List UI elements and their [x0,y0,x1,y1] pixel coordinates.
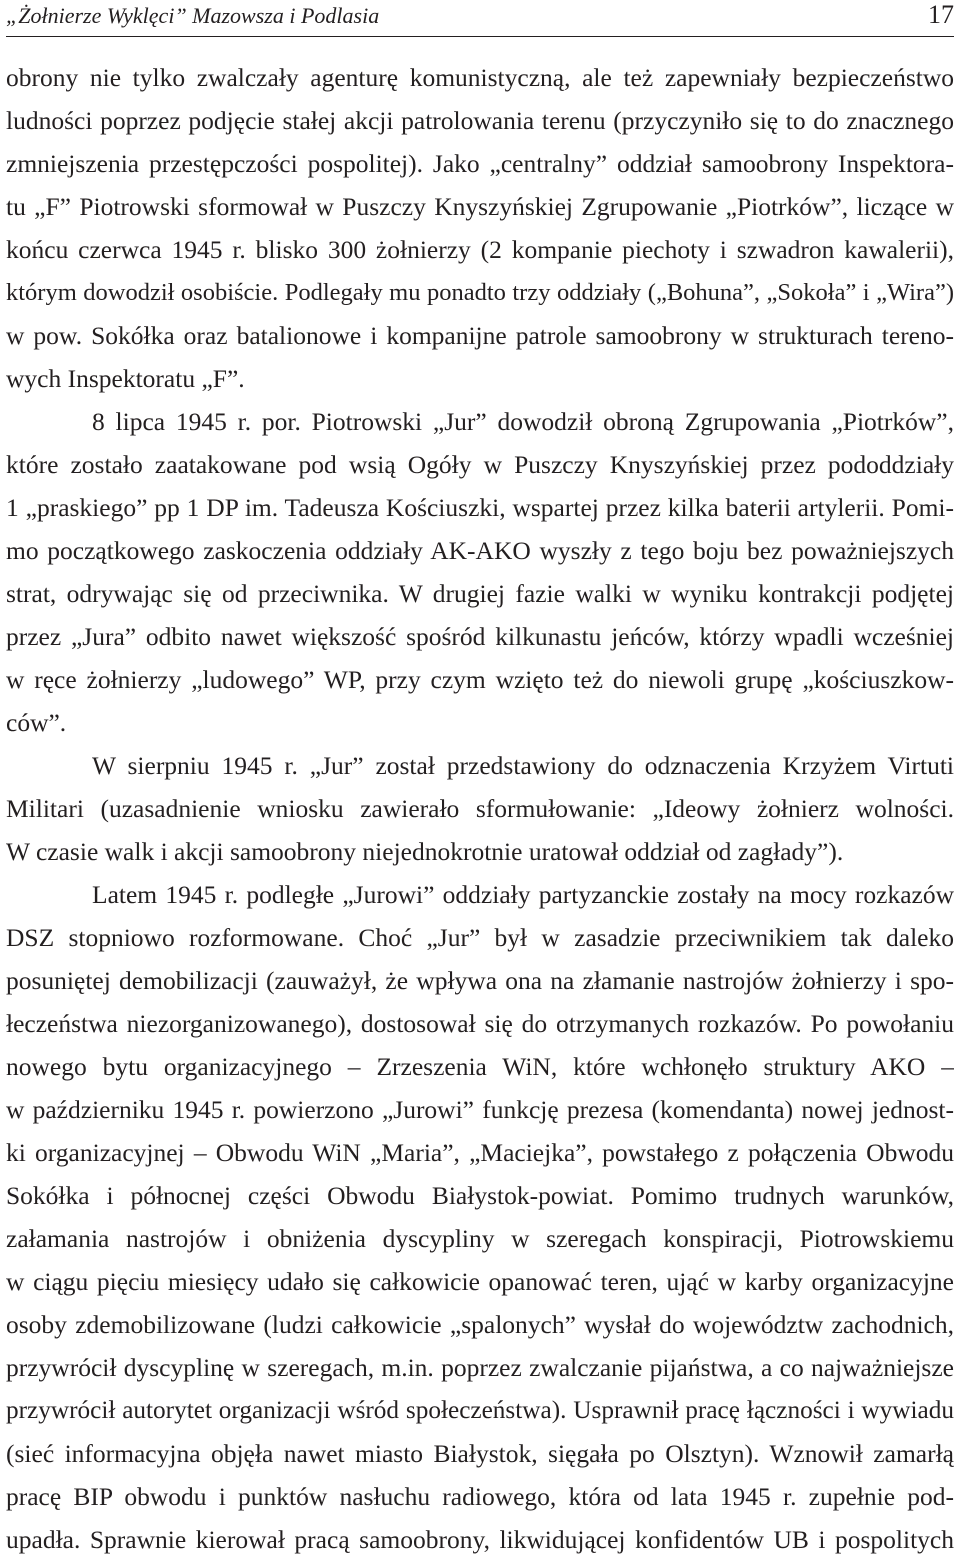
text-line: łeczeństwa niezorganizowanego), dostosował się do otrzymanych rozkazów. Po powołaniu [6,1009,954,1038]
text-line: Sokółka i północnej części Obwodu Białystok-powiat. Pomimo trudnych warunków, [6,1181,954,1210]
text-line: zmniejszenia przestępczości pospolitej). Jako „centralny” oddział samoobrony Inspektora- [6,149,954,178]
text-line: przez „Jura” odbito nawet większość spośród kilkunastu jeńców, którzy wpadli wcześniej [6,622,954,651]
text-line: końcu czerwca 1945 r. blisko 300 żołnierzy (2 kompanie piechoty i szwadron kawalerii), [6,235,954,264]
text-line: upadła. Sprawnie kierował pracą samoobrony, likwidującej konfidentów UB i pospolitych [6,1525,954,1554]
text-line: tu „F” Piotrowski sformował w Puszczy Knyszyńskiej Zgrupowanie „Piotrków”, liczące w [6,192,954,221]
text-line: 8 lipca 1945 r. por. Piotrowski „Jur” dowodził obroną Zgrupowania „Piotrków”, [92,407,954,436]
text-line: w ciągu pięciu miesięcy udało się całkowicie opanować teren, ująć w karby organizacyjne [6,1267,954,1296]
text-line: wych Inspektoratu „F”. [6,364,245,393]
text-line: nowego bytu organizacyjnego – Zrzeszenia WiN, które wchłonęło struktury AKO – [6,1052,954,1081]
text-line: które zostało zaatakowane pod wsią Ogóły w Puszczy Knyszyńskiej przez pododdziały [6,450,954,479]
text-line: w pow. Sokółka oraz batalionowe i kompanijne patrole samoobrony w strukturach tereno- [6,321,954,350]
text-line: Militari (uzasadnienie wniosku zawierało sformułowanie: „Ideowy żołnierz wolności. [6,794,954,823]
text-line: osoby zdemobilizowane (ludzi całkowicie „spalonych” wysłał do województw zachodnich, [6,1310,954,1339]
text-line: ludności poprzez podjęcie stałej akcji patrolowania terenu (przyczyniło się to do znacznego [6,106,954,135]
text-line: Latem 1945 r. podległe „Jurowi” oddziały partyzanckie zostały na mocy rozkazów [92,880,954,909]
text-line: przywrócił autorytet organizacji wśród społeczeństwa). Usprawnił pracę łączności i wywiadu [6,1396,954,1424]
text-line: posuniętej demobilizacji (zauważył, że wpływa ona na złamanie nastrojów żołnierzy i spo- [6,966,954,995]
text-line: (sieć informacyjna objęła nawet miasto Białystok, sięgała po Olsztyn). Wznowił zamarłą [6,1439,954,1468]
text-line: w ręce żołnierzy „ludowego” WP, przy czym wzięto też do niewoli grupę „kościuszkow- [6,665,954,694]
text-line: W sierpniu 1945 r. „Jur” został przedstawiony do odznaczenia Krzyżem Virtuti [92,751,954,780]
text-line: którym dowodził osobiście. Podlegały mu ponadto trzy oddziały („Bohuna”, „Sokoła” i „Wira”) [6,279,954,306]
body-text [6,56,954,1561]
text-line: pracę BIP obwodu i punktów nasłuchu radiowego, która od lata 1945 r. zupełnie pod- [6,1482,954,1511]
running-title: „Żołnierze Wyklęci” Mazowsza i Podlasia [6,3,380,28]
text-line: załamania nastrojów i obniżenia dyscypliny w szeregach konspiracji, Piotrowskiemu [6,1224,954,1253]
text-line: DSZ stopniowo rozformowane. Choć „Jur” był w zasadzie przeciwnikiem tak daleko [6,923,954,952]
text-line: W czasie walk i akcji samoobrony niejednokrotnie uratował oddział od zagłady”). [6,837,844,866]
text-line: ców”. [6,708,67,737]
text-line: strat, odrywając się od przeciwnika. W drugiej fazie walki w wyniku kontrakcji podjętej [6,579,954,608]
text-line: ki organizacyjnej – Obwodu WiN „Maria”, „Maciejka”, powstałego z połączenia Obwodu [6,1138,954,1167]
text-line: mo początkowego zaskoczenia oddziały AK-AKO wyszły z tego boju bez poważniejszych [6,536,954,565]
running-header [6,0,954,37]
text-line: 1 „praskiego” pp 1 DP im. Tadeusza Kościuszki, wspartej przez kilka baterii artylerii. Pomi- [6,493,954,522]
text-line: obrony nie tylko zwalczały agenturę komunistyczną, ale też zapewniały bezpieczeństwo [6,63,954,92]
page-number: 17 [928,0,954,29]
text-line: przywrócił dyscyplinę w szeregach, m.in. poprzez zwalczanie pijaństwa, a co najważniejsze [6,1353,954,1382]
text-line: w październiku 1945 r. powierzono „Jurowi” funkcję prezesa (komendanta) nowej jednost- [6,1095,954,1124]
